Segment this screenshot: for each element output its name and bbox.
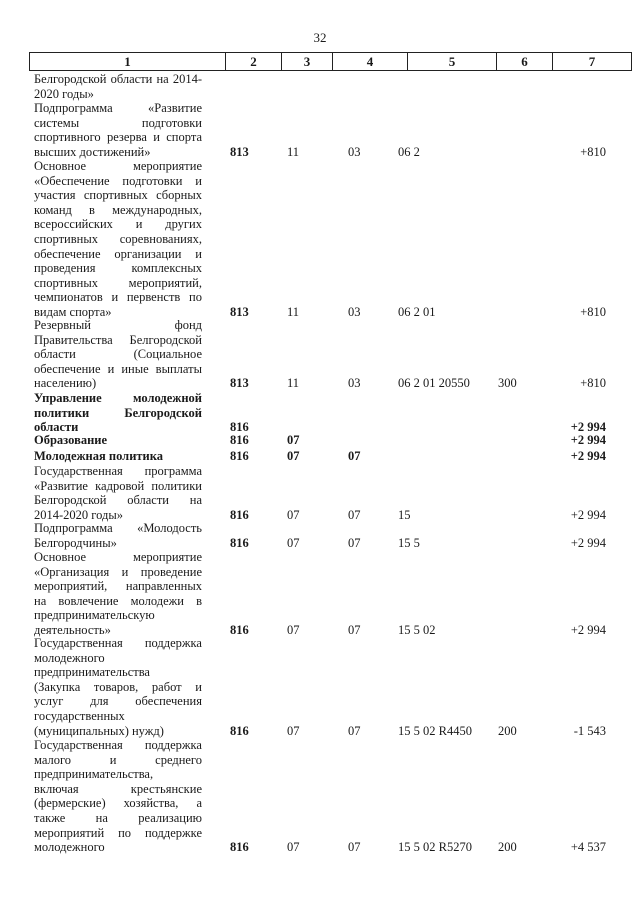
table-row bbox=[0, 449, 640, 464]
row-name-line: обеспечение и иные выплаты bbox=[34, 361, 202, 376]
cell-subsection: 03 bbox=[348, 305, 361, 319]
row-name-line: Правительства Белгородской bbox=[34, 332, 202, 347]
table-row bbox=[0, 318, 640, 391]
row-name bbox=[34, 318, 202, 391]
cell-amount: +2 994 bbox=[570, 433, 606, 447]
row-name-line: обеспечение организации и bbox=[34, 246, 202, 261]
cell-section: 11 bbox=[287, 376, 300, 391]
row-name-line: Подпрограмма «Молодость bbox=[34, 521, 202, 535]
row-name-line: Основное мероприятие bbox=[34, 159, 202, 173]
row-name-line: молодежного bbox=[34, 840, 105, 855]
cell-section: 11 bbox=[287, 305, 300, 319]
row-name-line: спортивного резерва и спорта bbox=[34, 130, 202, 145]
table-row bbox=[0, 101, 640, 159]
row-name-line: Подпрограмма «Развитие bbox=[34, 101, 202, 115]
row-name-line: предпринимательскую bbox=[34, 608, 155, 623]
row-name-line: населению) bbox=[34, 376, 97, 391]
cell-target-article: 06 2 bbox=[398, 144, 420, 159]
cell-target-article: 15 5 02 R4450 bbox=[398, 723, 472, 738]
table-row bbox=[0, 636, 640, 738]
row-name-line: (Закупка товаров, работ и bbox=[34, 679, 202, 694]
row-name-line: спортивных мероприятий, bbox=[34, 275, 202, 290]
row-name-line: Резервный фонд bbox=[34, 318, 202, 332]
page-number: 32 bbox=[313, 30, 327, 45]
cell-section: 07 bbox=[287, 840, 300, 855]
row-name bbox=[34, 72, 202, 101]
row-name-line: команд в международных, bbox=[34, 202, 202, 217]
cell-kvsr: 816 bbox=[230, 507, 249, 522]
table-row bbox=[0, 159, 640, 320]
cell-kvsr: 816 bbox=[230, 420, 249, 435]
row-name bbox=[34, 550, 202, 638]
row-name-line: (фермерские) хозяйства, а bbox=[34, 796, 202, 811]
cell-section: 07 bbox=[287, 449, 300, 463]
cell-target-article: 15 5 02 bbox=[398, 623, 436, 637]
cell-amount: +2 994 bbox=[570, 420, 606, 435]
cell-subsection: 07 bbox=[348, 623, 361, 637]
cell-kvsr: 816 bbox=[230, 433, 249, 447]
table-row bbox=[0, 391, 640, 435]
cell-subsection: 07 bbox=[348, 840, 361, 855]
cell-expense-type: 200 bbox=[498, 840, 517, 855]
cell-subsection: 07 bbox=[348, 723, 361, 738]
cell-amount: +2 994 bbox=[570, 507, 606, 522]
cell-amount: +2 994 bbox=[570, 535, 606, 550]
row-name-line: всероссийских и других bbox=[34, 217, 202, 232]
header-cell-2: 2 bbox=[226, 53, 282, 71]
row-name bbox=[34, 433, 202, 448]
cell-section: 07 bbox=[287, 623, 300, 637]
row-name bbox=[34, 521, 202, 550]
row-name-line: Белгородской области на bbox=[34, 493, 202, 508]
cell-amount: +4 537 bbox=[570, 840, 606, 855]
cell-kvsr: 816 bbox=[230, 535, 249, 550]
row-name-line: услуг для обеспечения bbox=[34, 694, 202, 709]
row-name bbox=[34, 464, 202, 522]
cell-expense-type: 200 bbox=[498, 723, 517, 738]
table-row bbox=[0, 464, 640, 522]
row-name-line: молодежного bbox=[34, 650, 105, 665]
header-cell-3: 3 bbox=[282, 53, 333, 71]
row-name-line: Белгородчины» bbox=[34, 535, 117, 550]
header-cell-4: 4 bbox=[333, 53, 408, 71]
row-name-line: Молодежная политика bbox=[34, 449, 164, 463]
table-row bbox=[0, 550, 640, 638]
cell-kvsr: 813 bbox=[230, 305, 249, 319]
row-name-line: малого и среднего bbox=[34, 752, 202, 767]
cell-target-article: 15 5 02 R5270 bbox=[398, 840, 472, 855]
row-name-line: «Развитие кадровой политики bbox=[34, 478, 202, 493]
cell-section: 07 bbox=[287, 433, 300, 447]
row-name-line: государственных bbox=[34, 708, 125, 723]
cell-kvsr: 816 bbox=[230, 449, 249, 463]
row-name-line: деятельность» bbox=[34, 622, 111, 637]
row-name bbox=[34, 159, 202, 320]
row-name-line: «Организация и проведение bbox=[34, 564, 202, 579]
row-name-line: Основное мероприятие bbox=[34, 550, 202, 564]
cell-amount: +2 994 bbox=[570, 623, 606, 637]
row-name-line: Государственная поддержка bbox=[34, 636, 202, 650]
cell-target-article: 06 2 01 bbox=[398, 305, 436, 319]
row-name-line: включая крестьянские bbox=[34, 781, 202, 796]
cell-section: 07 bbox=[287, 535, 300, 550]
header-cell-6: 6 bbox=[497, 53, 553, 71]
row-name-line: высших достижений» bbox=[34, 144, 151, 159]
row-name-line: спортивных соревнованиях, bbox=[34, 231, 202, 246]
row-name-line: видам спорта» bbox=[34, 304, 112, 319]
cell-amount: +810 bbox=[580, 376, 606, 391]
cell-amount: +810 bbox=[580, 144, 606, 159]
row-name-line: мероприятий, направленных bbox=[34, 579, 202, 594]
table-row bbox=[0, 433, 640, 448]
cell-target-article: 06 2 01 20550 bbox=[398, 376, 470, 391]
row-name-line: мероприятий по поддержке bbox=[34, 825, 202, 840]
row-name-line: области (Социальное bbox=[34, 347, 202, 362]
row-name-line: 2014-2020 годы» bbox=[34, 507, 124, 522]
cell-amount: +810 bbox=[580, 305, 606, 319]
row-name-line: Белгородской области на 2014- bbox=[34, 72, 202, 86]
row-name-line: Управление молодежной bbox=[34, 391, 202, 405]
cell-section: 11 bbox=[287, 144, 300, 159]
row-name-line: также на реализацию bbox=[34, 810, 202, 825]
cell-kvsr: 816 bbox=[230, 623, 249, 637]
cell-expense-type: 300 bbox=[498, 376, 517, 391]
cell-section: 07 bbox=[287, 723, 300, 738]
cell-amount: -1 543 bbox=[573, 723, 606, 738]
cell-target-article: 15 bbox=[398, 507, 411, 522]
cell-subsection: 03 bbox=[348, 376, 361, 391]
row-name-line: Государственная программа bbox=[34, 464, 202, 478]
row-name-line: Образование bbox=[34, 433, 108, 447]
cell-kvsr: 816 bbox=[230, 723, 249, 738]
cell-kvsr: 816 bbox=[230, 840, 249, 855]
row-name bbox=[34, 738, 202, 855]
cell-subsection: 07 bbox=[348, 535, 361, 550]
row-name-line: чемпионатов и первенств по bbox=[34, 290, 202, 305]
row-name-line: политики Белгородской bbox=[34, 405, 202, 420]
header-cell-5: 5 bbox=[408, 53, 497, 71]
row-name-line: проведения комплексных bbox=[34, 261, 202, 276]
row-name-line: (муниципальных) нужд) bbox=[34, 723, 164, 738]
table-header bbox=[29, 52, 632, 71]
header-cell-7: 7 bbox=[553, 53, 632, 71]
row-name-line: участия спортивных сборных bbox=[34, 188, 202, 203]
row-name bbox=[34, 449, 202, 464]
cell-subsection: 07 bbox=[348, 449, 361, 463]
cell-target-article: 15 5 bbox=[398, 535, 420, 550]
row-name-line: Государственная поддержка bbox=[34, 738, 202, 752]
table-row bbox=[0, 72, 640, 101]
row-name bbox=[34, 391, 202, 435]
row-name-line: предпринимательства, bbox=[34, 767, 154, 782]
header-cell-1: 1 bbox=[30, 53, 226, 71]
row-name-line: системы подготовки bbox=[34, 115, 202, 130]
row-name-line: «Обеспечение подготовки и bbox=[34, 173, 202, 188]
cell-section: 07 bbox=[287, 507, 300, 522]
row-name-line: 2020 годы» bbox=[34, 86, 94, 101]
cell-subsection: 07 bbox=[348, 507, 361, 522]
row-name-line: на вовлечение молодежи в bbox=[34, 593, 202, 608]
cell-kvsr: 813 bbox=[230, 144, 249, 159]
table-row bbox=[0, 738, 640, 855]
cell-kvsr: 813 bbox=[230, 376, 249, 391]
cell-subsection: 03 bbox=[348, 144, 361, 159]
row-name-line: предпринимательства bbox=[34, 665, 150, 680]
row-name bbox=[34, 636, 202, 738]
table-row bbox=[0, 521, 640, 550]
row-name-line: области bbox=[34, 420, 79, 435]
row-name bbox=[34, 101, 202, 159]
cell-amount: +2 994 bbox=[570, 449, 606, 463]
